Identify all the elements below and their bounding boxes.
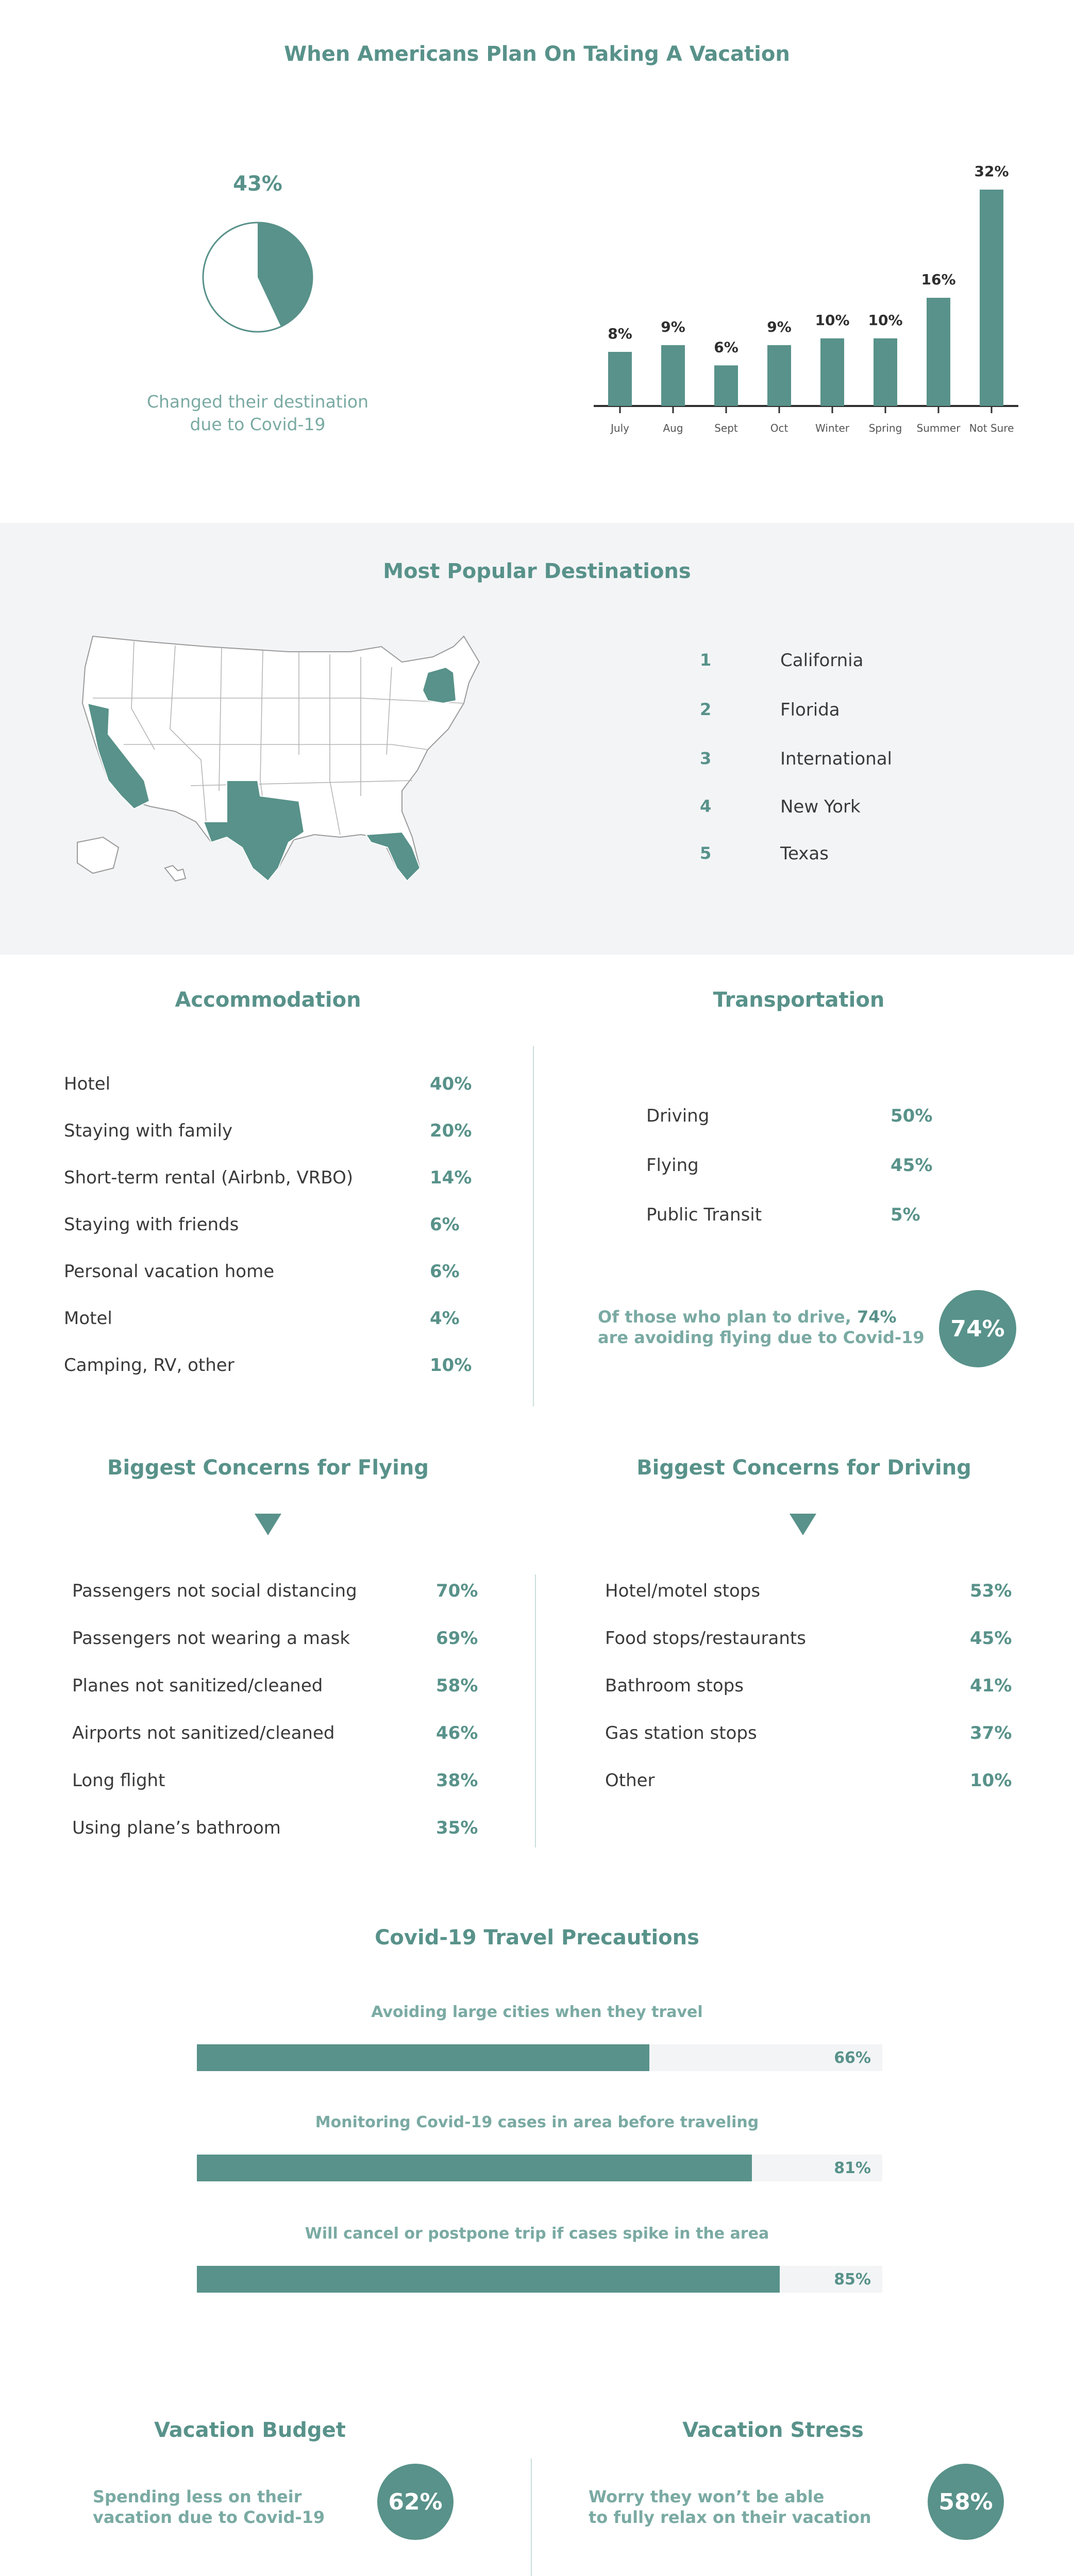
flying-concerns-title: Biggest Concerns for Flying <box>107 1456 429 1480</box>
flying-concern-row-value: 38% <box>436 1770 478 1791</box>
flying-concern-row-label: Airports not sanitized/cleaned <box>72 1723 335 1743</box>
flying-concern-row-value: 58% <box>436 1675 478 1696</box>
drive-callout-line2: are avoiding flying due to Covid-19 <box>598 1328 925 1347</box>
budget-stat-circle: 62% <box>377 2464 454 2540</box>
driving-concern-row-label: Food stops/restaurants <box>605 1628 806 1649</box>
pie-caption-line1: Changed their destination <box>146 392 369 412</box>
destination-name: California <box>780 650 864 671</box>
destination-name: New York <box>780 796 861 817</box>
destination-name: Florida <box>780 700 840 720</box>
accommodation-row-value: 20% <box>430 1121 472 1141</box>
drive-callout-text <box>598 1307 928 1348</box>
flying-down-arrow-icon <box>255 1514 281 1535</box>
transportation-row-value: 45% <box>891 1155 933 1176</box>
destination-rank: 4 <box>700 796 712 816</box>
driving-concern-row-value: 10% <box>970 1770 1012 1791</box>
stress-stat-text <box>589 2486 877 2528</box>
pie-caption-line2: due to Covid-19 <box>190 414 326 434</box>
driving-concerns-title: Biggest Concerns for Driving <box>636 1456 971 1480</box>
x-tick-label: Not Sure <box>969 422 1014 434</box>
flying-concern-row-label: Planes not sanitized/cleaned <box>72 1675 323 1696</box>
accommodation-row-value: 10% <box>430 1355 472 1376</box>
driving-concern-row-value: 37% <box>970 1723 1012 1743</box>
x-tick-label: Winter <box>815 422 849 434</box>
precaution-bar-value: 81% <box>834 2159 871 2177</box>
destination-name: International <box>780 749 892 769</box>
budget-stat-line2: vacation due to Covid-19 <box>93 2507 325 2527</box>
drive-callout-circle: 74% <box>939 1290 1016 1367</box>
transportation-row-label: Flying <box>646 1155 699 1176</box>
x-tick-label: Sept <box>714 422 738 434</box>
stress-stat-circle: 58% <box>928 2464 1004 2540</box>
accommodation-row-label: Short-term rental (Airbnb, VRBO) <box>64 1167 354 1188</box>
accommodation-row-value: 14% <box>430 1167 472 1188</box>
budget-stat-text <box>93 2486 381 2528</box>
stress-stat-line1: Worry they won’t be able <box>589 2487 825 2506</box>
destination-rank: 5 <box>700 843 712 863</box>
precaution-bar-fill <box>197 2266 780 2293</box>
budget-stat-line1: Spending less on their <box>93 2487 302 2506</box>
bar-value-label: 10% <box>815 311 850 329</box>
bar-value-label: 6% <box>714 338 739 356</box>
pie-percent-label: 43% <box>233 172 282 196</box>
precaution-bar-fill <box>197 2155 752 2181</box>
bar-not-sure <box>980 190 1003 406</box>
accommodation-row-label: Camping, RV, other <box>64 1355 234 1376</box>
destination-rank: 2 <box>700 700 712 719</box>
stress-title: Vacation Stress <box>682 2418 864 2442</box>
section-divider <box>533 1046 534 1406</box>
driving-concern-row-value: 53% <box>970 1581 1012 1601</box>
budget-stress-divider <box>531 2459 532 2576</box>
bar-aug <box>661 345 685 406</box>
drive-callout-line1a: Of those who plan to drive, <box>598 1307 851 1327</box>
accommodation-row-value: 40% <box>430 1074 472 1094</box>
bar-winter <box>820 338 844 406</box>
precaution-bar-value: 85% <box>834 2270 871 2289</box>
accommodation-row-label: Personal vacation home <box>64 1261 275 1282</box>
bar-oct <box>767 345 791 406</box>
precaution-label: Avoiding large cities when they travel <box>371 2003 703 2021</box>
x-tick-label: Aug <box>663 422 683 434</box>
driving-concern-row-value: 45% <box>970 1628 1012 1649</box>
destination-rank: 3 <box>700 749 712 768</box>
transportation-row-value: 50% <box>891 1106 933 1126</box>
destination-rank: 1 <box>700 650 712 670</box>
bar-value-label: 10% <box>868 311 903 329</box>
x-tick-label: Summer <box>916 422 961 434</box>
flying-concern-row-label: Passengers not wearing a mask <box>72 1628 350 1649</box>
flying-concern-row-label: Using plane’s bathroom <box>72 1818 281 1838</box>
x-tick-label: Oct <box>770 422 788 434</box>
stress-stat-line2: to fully relax on their vacation <box>589 2507 871 2527</box>
vacation-timing-bar-chart <box>588 118 1031 448</box>
flying-concern-row-value: 70% <box>436 1581 478 1601</box>
accommodation-row-label: Hotel <box>64 1074 111 1094</box>
drive-callout-line1b: 74% <box>857 1307 897 1327</box>
alaska-shape <box>77 837 119 873</box>
driving-down-arrow-icon <box>790 1514 816 1535</box>
budget-title: Vacation Budget <box>154 2418 346 2442</box>
precaution-label: Will cancel or postpone trip if cases spike in the area <box>305 2225 769 2243</box>
precaution-label: Monitoring Covid-19 cases in area before traveling <box>315 2113 759 2131</box>
precaution-bar-track <box>197 2155 882 2181</box>
flying-concern-row-value: 69% <box>436 1628 478 1649</box>
flying-concern-row-value: 46% <box>436 1723 478 1743</box>
precaution-bar-track <box>197 2044 882 2071</box>
driving-concern-row-label: Gas station stops <box>605 1723 757 1743</box>
bar-value-label: 9% <box>661 318 685 335</box>
bar-value-label: 8% <box>608 325 632 342</box>
driving-concern-row-value: 41% <box>970 1675 1012 1696</box>
bar-value-label: 9% <box>767 318 792 335</box>
driving-concern-row-label: Other <box>605 1770 655 1791</box>
bar-summer <box>927 298 950 406</box>
page-title: When Americans Plan On Taking A Vacation <box>284 42 790 66</box>
transportation-title: Transportation <box>713 988 885 1012</box>
x-tick-label: Spring <box>868 422 902 434</box>
accommodation-row-value: 4% <box>430 1308 460 1329</box>
concerns-divider <box>535 1574 536 1848</box>
transportation-row-value: 5% <box>891 1205 920 1225</box>
accommodation-row-value: 6% <box>430 1214 460 1235</box>
precaution-bar-value: 66% <box>834 2049 871 2067</box>
accommodation-row-value: 6% <box>430 1261 460 1282</box>
driving-concern-row-label: Hotel/motel stops <box>605 1581 761 1601</box>
transportation-row-label: Public Transit <box>646 1205 762 1225</box>
precaution-bar-track <box>197 2266 882 2293</box>
x-tick-label: July <box>611 422 629 434</box>
precaution-bar-fill <box>197 2044 649 2071</box>
bar-july <box>608 352 632 406</box>
us-map <box>72 626 505 894</box>
destination-name: Texas <box>780 843 829 864</box>
destinations-title: Most Popular Destinations <box>383 560 691 583</box>
flying-concern-row-label: Long flight <box>72 1770 165 1791</box>
bar-value-label: 16% <box>921 271 956 288</box>
accommodation-title: Accommodation <box>175 988 361 1012</box>
bar-sept <box>714 365 738 406</box>
transportation-row-label: Driving <box>646 1106 710 1126</box>
accommodation-row-label: Motel <box>64 1308 112 1329</box>
driving-concern-row-label: Bathroom stops <box>605 1675 744 1696</box>
bar-spring <box>874 338 897 406</box>
hawaii-shape <box>165 866 186 881</box>
bar-value-label: 32% <box>974 163 1009 180</box>
flying-concern-row-label: Passengers not social distancing <box>72 1581 357 1601</box>
accommodation-row-label: Staying with family <box>64 1121 233 1141</box>
destination-pie-chart <box>196 215 320 339</box>
new-york-shape <box>423 667 456 703</box>
precautions-title: Covid-19 Travel Precautions <box>375 1926 699 1950</box>
flying-concern-row-value: 35% <box>436 1818 478 1838</box>
accommodation-row-label: Staying with friends <box>64 1214 239 1235</box>
